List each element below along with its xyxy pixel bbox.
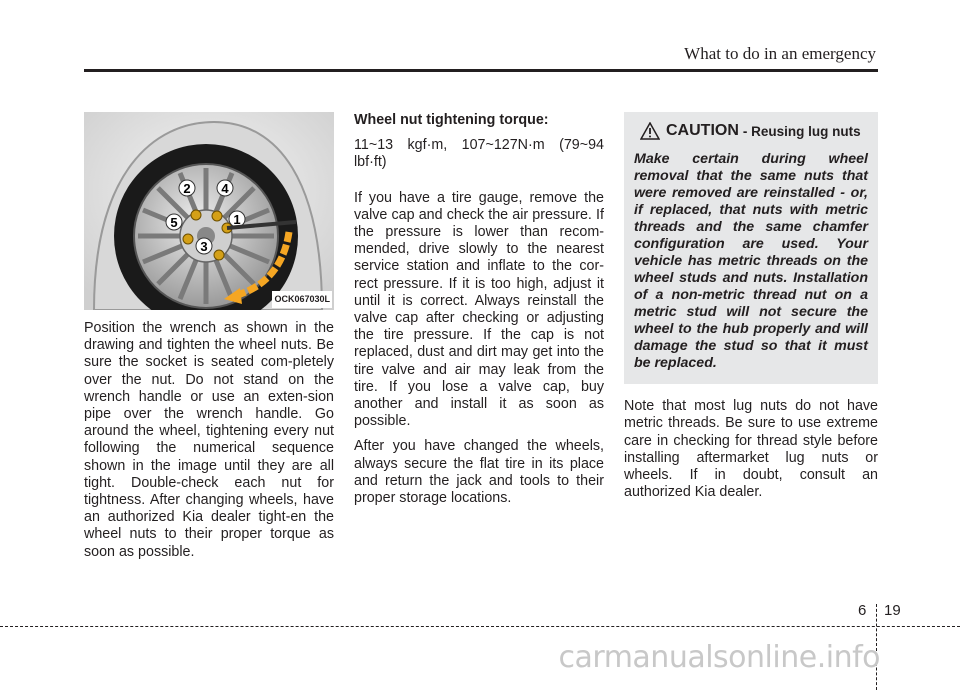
nut-label-2: 2 — [183, 181, 191, 196]
caution-header — [634, 122, 868, 145]
nut-label-3: 3 — [200, 239, 208, 254]
column-3 — [624, 112, 878, 509]
torque-heading: Wheel nut tightening torque: — [354, 112, 549, 128]
nut-label-1: 1 — [233, 212, 241, 227]
column-2 — [354, 112, 604, 515]
footer-rule — [0, 626, 960, 627]
column-1 — [84, 112, 334, 569]
lug-nut-note: Note that most lug nuts do not have metric threads. Be sure to use extreme care in checking for thread style before installing aftermarket lug nuts or wheels. If in doubt, consult an authorized Kia dealer. — [624, 398, 878, 501]
nut-label-4: 4 — [221, 181, 229, 196]
wheel-figure — [84, 112, 334, 310]
storage-paragraph: After you have changed the wheels, always secure the flat tire in its place and return the jack and tools to their proper storage locations. — [354, 438, 604, 507]
torque-value: 11~13 kgf·m, 107~127N·m (79~94 lbf·ft) — [354, 137, 604, 171]
caution-text: Make certain during wheel removal that the same nuts that were removed are reinstalled - or, if replaced, that nuts with metric threads and the same chamfer configuration are used. Your vehicle has metric threads on the wheel studs and nuts. Installation of a non-metric thread nut on a metric stud will not secure the wheel to the hub properly and will damage the stud so that it must be replaced. — [634, 151, 868, 372]
nut-label-5: 5 — [170, 215, 178, 230]
header-rule — [84, 69, 878, 72]
caution-label: CAUTION — [666, 122, 739, 139]
figure-code: OCK067030L — [272, 291, 332, 308]
chapter-number: 6 — [858, 602, 867, 619]
wrench-instructions: Position the wrench as shown in the drawing and tighten the wheel nuts. Be sure the socket is seated com-pletely over the nut. Do not stand on the wrench handle or use an exten-sion pipe over the wrench handle. Go around the wheel, tightening every nut following the numerical sequence shown in the image until they are all tight. Double-check each nut for tightness. After changing wheels, have an authorized Kia dealer tight-en the wheel nuts to their proper torque as soon as possible. — [84, 320, 334, 560]
caution-box — [624, 112, 878, 384]
warning-triangle-icon — [640, 122, 660, 145]
caution-subtitle: - Reusing lug nuts — [742, 124, 861, 139]
page-number: 19 — [884, 602, 901, 619]
wheel-illustration — [84, 112, 334, 310]
header-title: What to do in an emergency — [684, 44, 876, 63]
watermark: carmanualsonline.info — [558, 640, 880, 675]
tire-pressure-paragraph: If you have a tire gauge, remove the valve cap and check the air pressure. If the pressure is lower than recom-mended, drive slowly to the nearest service station and inflate to the cor-rect pressure. If it is too high, adjust it until it is correct. Always reinstall the valve cap after checking or adjusting the tire pressure. If the cap is not replaced, dust and dirt may get into the tire valve and air may leak from the tire. If you lose a valve cap, buy another and install it as soon as possible. — [354, 189, 604, 430]
